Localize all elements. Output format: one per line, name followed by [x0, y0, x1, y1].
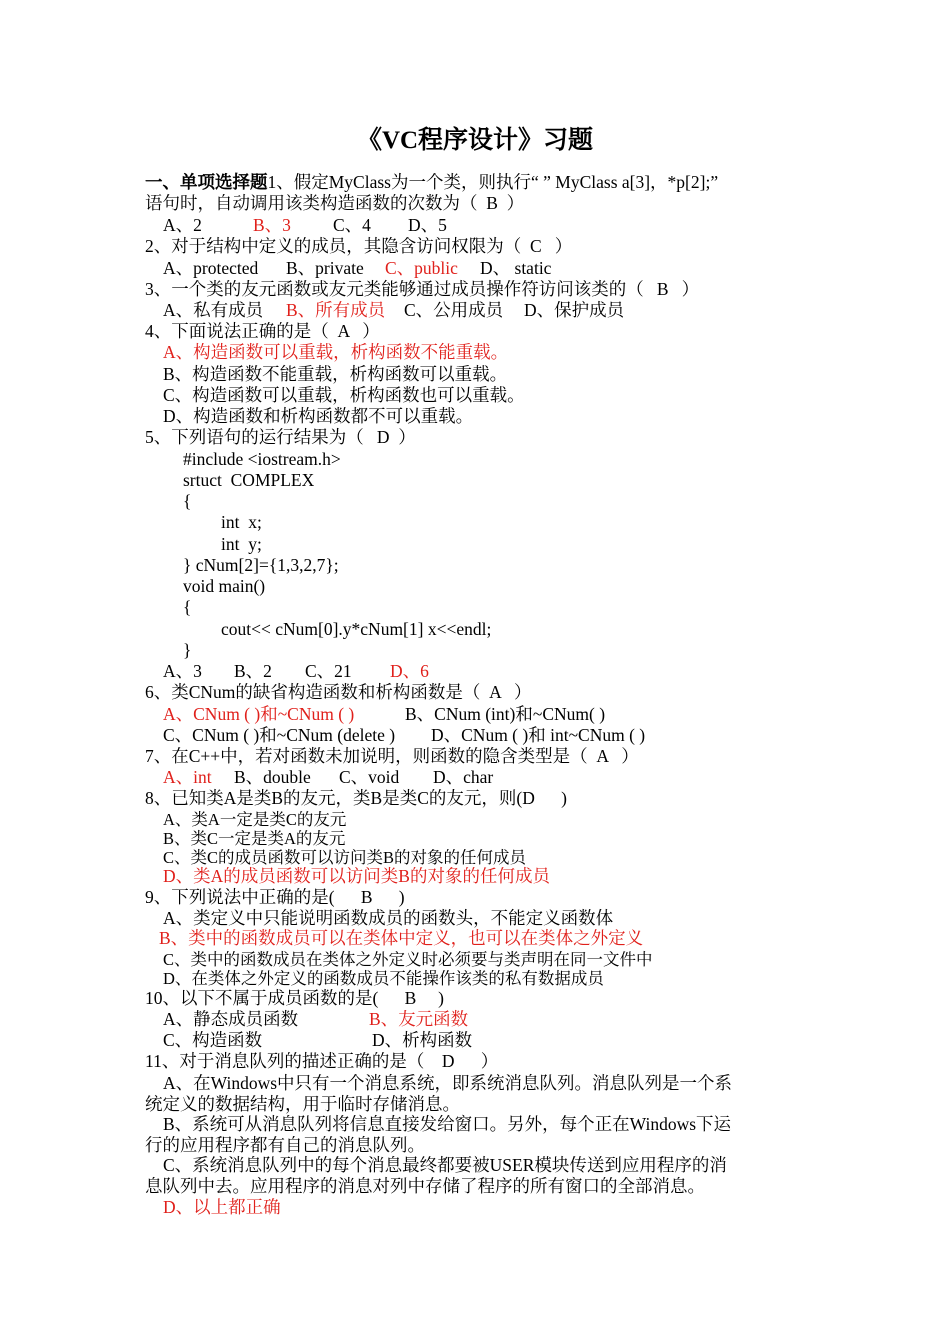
q5-option-d: D、6 — [390, 661, 429, 681]
q11-option-a-cont: 统定义的数据结构，用于临时存储消息。 — [145, 1094, 460, 1114]
code-line: void main() — [183, 576, 266, 596]
q6-option-a: A、CNum ( )和~CNum ( ) — [163, 704, 355, 724]
code-line: int x; — [221, 512, 262, 532]
q1-option-a: A、2 — [163, 215, 202, 235]
q7-option-a: A、int — [163, 767, 212, 787]
code-line: srtuct COMPLEX — [183, 470, 315, 490]
q5-option-b: B、2 — [234, 661, 272, 681]
q3-option-d: D、保护成员 — [524, 300, 625, 320]
q2-option-c: C、public — [385, 258, 458, 278]
q4-option-d: D、构造函数和析构函数都不可以重载。 — [163, 406, 474, 426]
q4-option-b: B、构造函数不能重载，析构函数可以重载。 — [163, 364, 508, 384]
q8-option-d: D、类A的成员函数可以访问类B的对象的任何成员 — [163, 866, 550, 886]
question-11-text: 11、对于消息队列的描述正确的是（ D ） — [145, 1051, 499, 1071]
code-line: #include <iostream.h> — [183, 449, 341, 469]
q1-option-b: B、3 — [253, 215, 291, 235]
q10-option-a: A、静态成员函数 — [163, 1009, 299, 1029]
q10-option-b: B、友元函数 — [369, 1009, 469, 1029]
q8-option-a: A、类A一定是类C的友元 — [163, 810, 347, 829]
q11-option-b-cont: 行的应用程序都有自己的消息队列。 — [145, 1135, 425, 1155]
code-line: int y; — [221, 534, 262, 554]
q3-option-b: B、所有成员 — [286, 300, 386, 320]
code-line: } cNum[2]={1,3,2,7}; — [183, 555, 339, 575]
question-8-text: 8、已知类A是类B的友元，类B是类C的友元，则(D ) — [145, 788, 567, 808]
q6-option-c: C、CNum ( )和~CNum (delete ) — [163, 725, 396, 745]
code-line: { — [183, 491, 192, 511]
question-9-text: 9、下列说法中正确的是( B ) — [145, 887, 405, 907]
q11-option-d: D、以上都正确 — [163, 1197, 281, 1217]
q5-option-a: A、3 — [163, 661, 202, 681]
q7-option-c: C、void — [339, 767, 400, 787]
q9-option-d: D、在类体之外定义的函数成员不能操作该类的私有数据成员 — [163, 969, 604, 988]
q3-option-a: A、私有成员 — [163, 300, 264, 320]
q11-option-c: C、系统消息队列中的每个消息最终都要被USER模块传送到应用程序的消 — [163, 1155, 727, 1175]
q2-option-b: B、private — [286, 258, 364, 278]
q9-option-c: C、类中的函数成员在类体之外定义时必须要与类声明在同一文件中 — [163, 950, 653, 969]
question-5-text: 5、下列语句的运行结果为（ D ） — [145, 427, 416, 447]
q6-option-b: B、CNum (int)和~CNum( ) — [405, 704, 606, 724]
question-3-text: 3、一个类的友元函数或友元类能够通过成员操作符访问该类的（ B ） — [145, 279, 700, 299]
question-10-text: 10、以下不属于成员函数的是( B ) — [145, 988, 444, 1008]
question-7-text: 7、在C++中，若对函数未加说明，则函数的隐含类型是（ A ） — [145, 746, 639, 766]
q7-option-b: B、double — [234, 767, 311, 787]
code-line: { — [183, 597, 192, 617]
q11-option-b: B、系统可从消息队列将信息直接发给窗口。另外，每个正在Windows下运 — [163, 1114, 732, 1134]
question-1 — [145, 172, 718, 193]
q10-option-d: D、析构函数 — [372, 1030, 473, 1050]
q8-option-b: B、类C一定是类A的友元 — [163, 829, 346, 848]
q2-option-a: A、protected — [163, 258, 259, 278]
q7-option-d: D、char — [433, 767, 494, 787]
question-6-text: 6、类CNum的缺省构造函数和析构函数是（ A ） — [145, 682, 532, 702]
q11-option-a: A、在Windows中只有一个消息系统，即系统消息队列。消息队列是一个系 — [163, 1073, 733, 1093]
code-line: } — [183, 640, 192, 660]
question-1-text: 1、假定MyClass为一个类，则执行“ ” MyClass a[3]，*p[2];” — [267, 172, 719, 192]
q11-option-c-cont: 息队列中去。应用程序的消息对列中存储了程序的所有窗口的全部消息。 — [145, 1176, 705, 1196]
q4-option-c: C、构造函数可以重载，析构函数也可以重载。 — [163, 385, 525, 405]
question-4-text: 4、下面说法正确的是（ A ） — [145, 321, 380, 341]
question-2-text: 2、对于结构中定义的成员，其隐含访问权限为（ C ） — [145, 236, 573, 256]
q8-option-c: C、类C的成员函数可以访问类B的对象的任何成员 — [163, 848, 527, 867]
q4-option-a: A、构造函数可以重载，析构函数不能重载。 — [163, 342, 509, 362]
q3-option-c: C、公用成员 — [404, 300, 504, 320]
q1-option-d: D、5 — [408, 215, 447, 235]
q9-option-a: A、类定义中只能说明函数成员的函数头，不能定义函数体 — [163, 908, 614, 928]
code-line: cout<< cNum[0].y*cNum[1] x<<endl; — [221, 619, 492, 639]
q10-option-c: C、构造函数 — [163, 1030, 263, 1050]
page-title: 《VC程序设计》习题 — [356, 127, 594, 154]
q2-option-d: D、 static — [480, 258, 552, 278]
question-1-text-cont: 语句时，自动调用该类构造函数的次数为（ B ） — [145, 193, 525, 213]
q6-option-d: D、CNum ( )和 int~CNum ( ) — [431, 725, 646, 745]
q9-option-b: B、类中的函数成员可以在类体中定义，也可以在类体之外定义 — [159, 928, 644, 948]
section-heading: 一、单项选择题 — [145, 172, 268, 192]
q5-option-c: C、21 — [305, 661, 352, 681]
q1-option-c: C、4 — [333, 215, 371, 235]
